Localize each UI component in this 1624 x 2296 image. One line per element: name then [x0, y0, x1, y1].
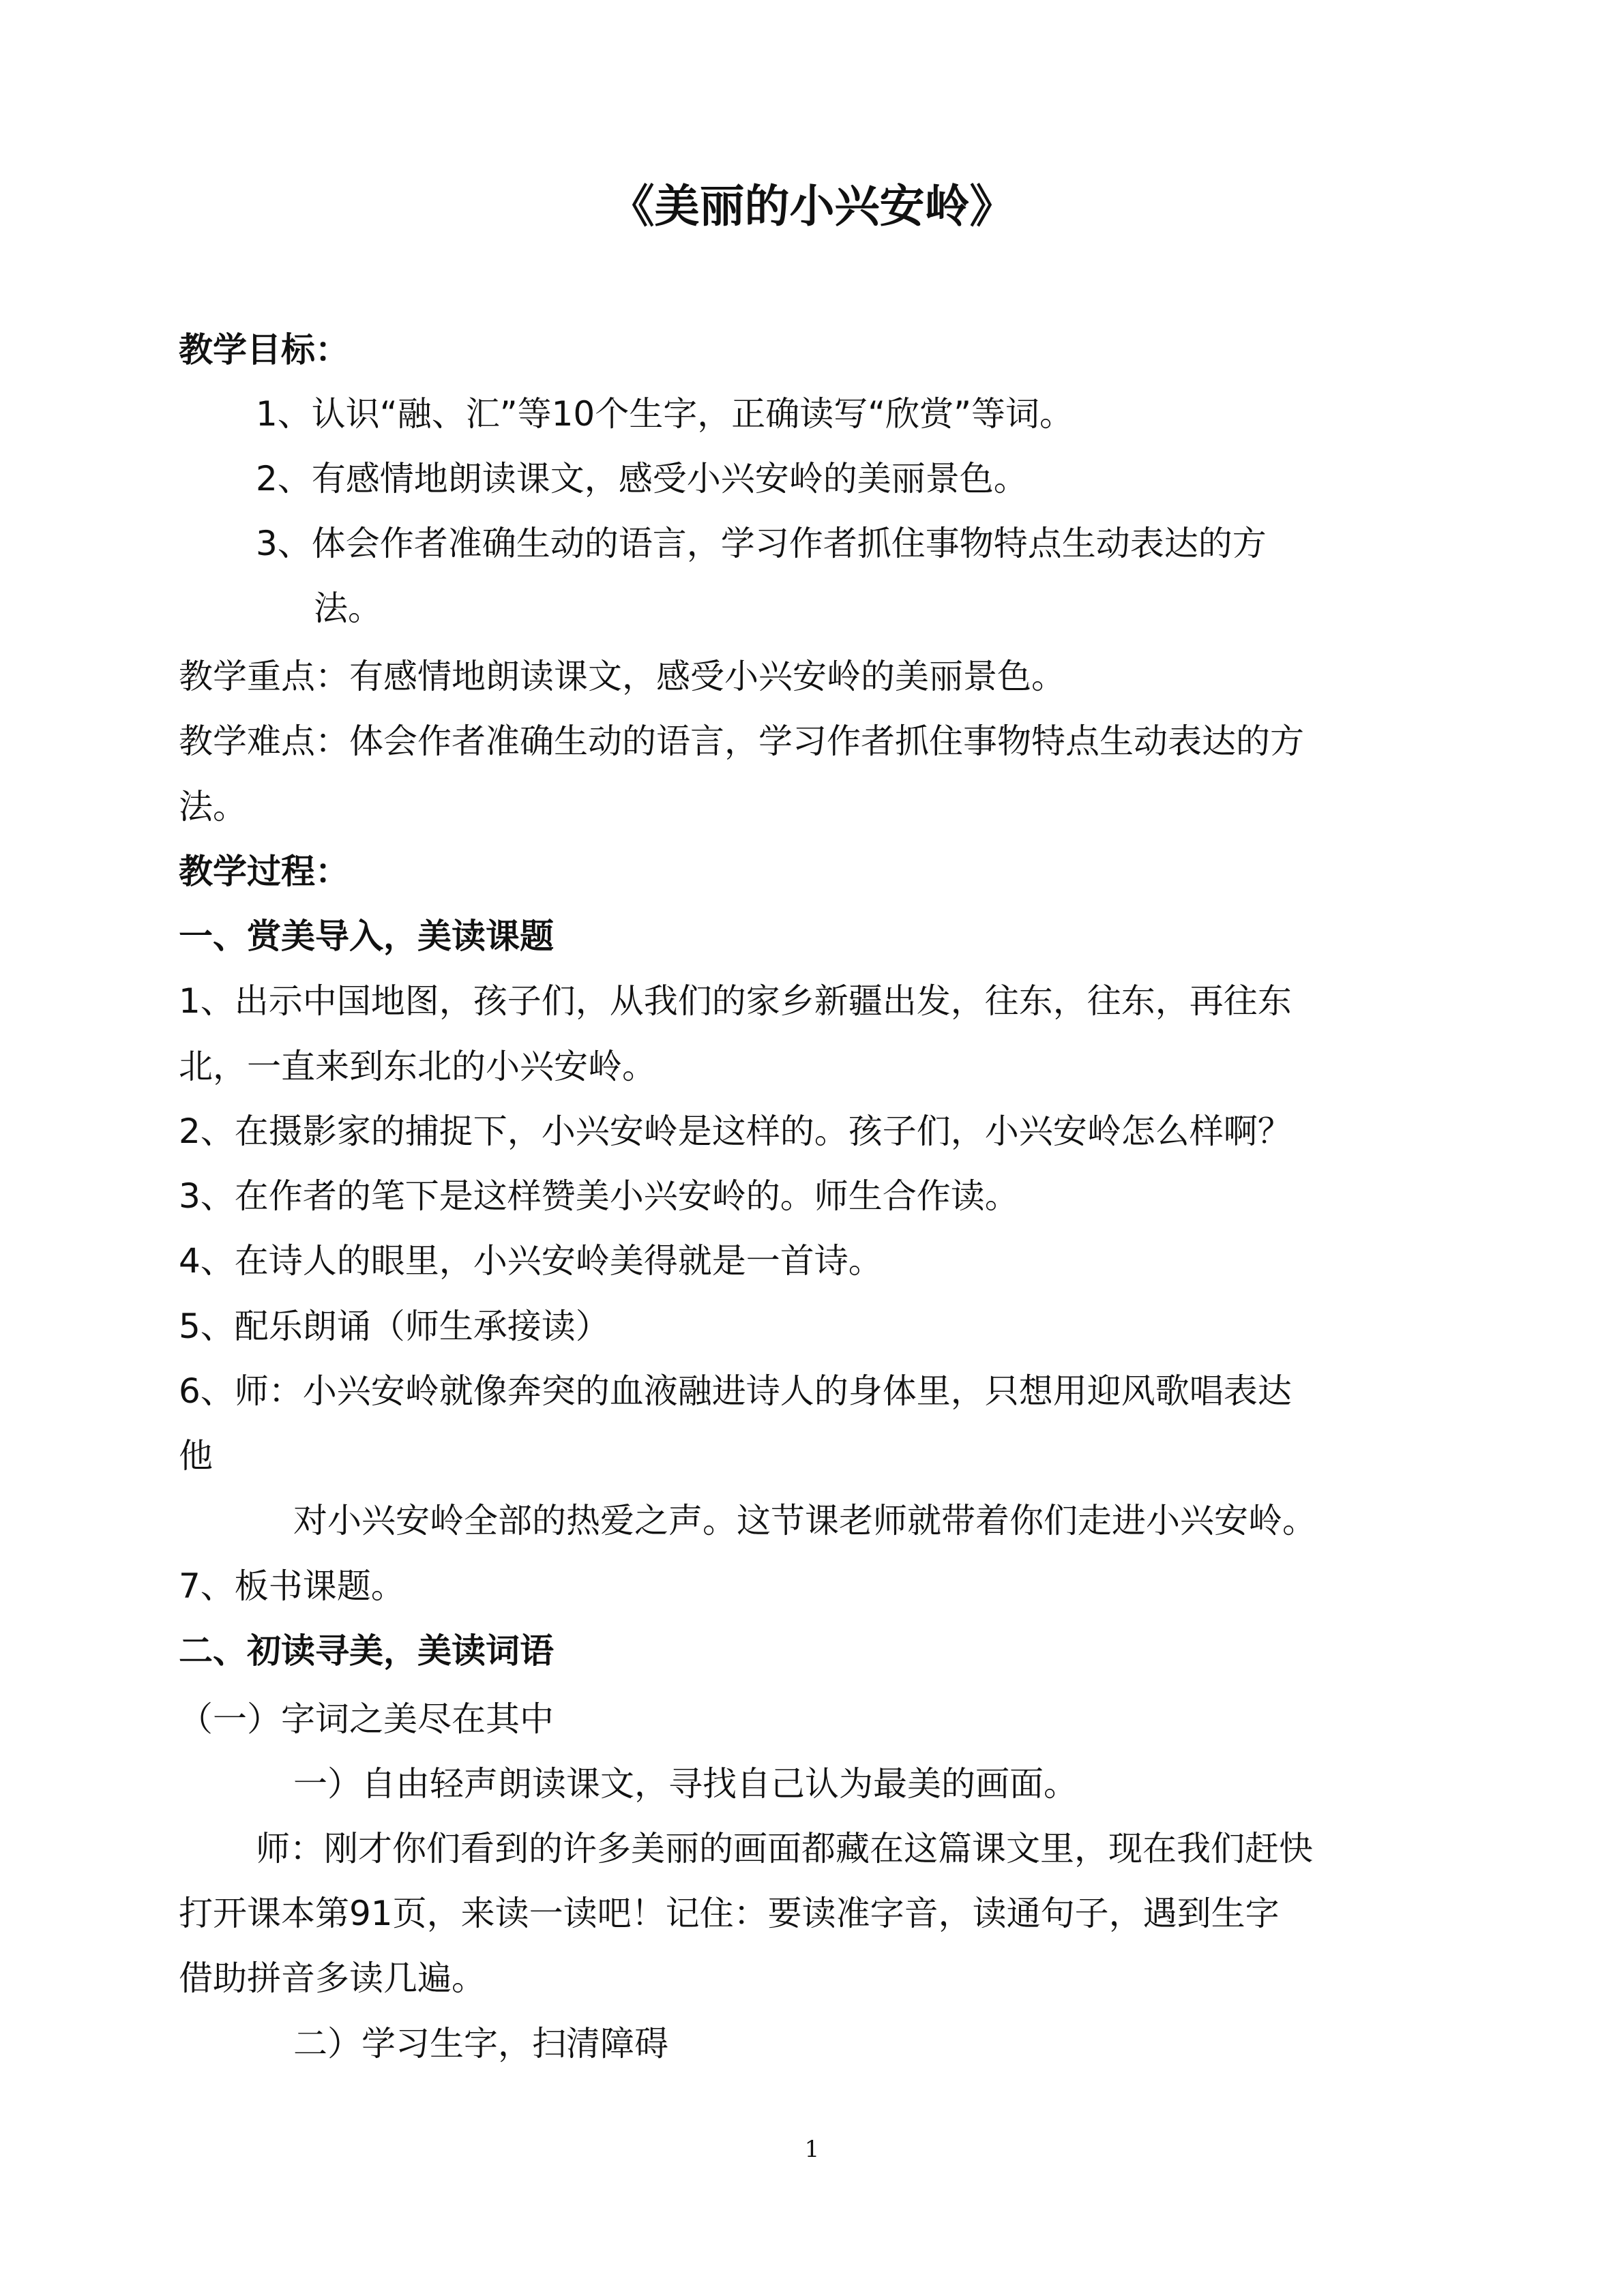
difficulty-line-1: 教学难点：体会作者准确生动的语言，学习作者抓住事物特点生动表达的方	[179, 721, 1304, 761]
key-point: 教学重点：有感情地朗读课文，感受小兴安岭的美丽景色。	[179, 657, 1065, 696]
section1-line: 6、师：小兴安岭就像奔突的血液融进诗人的身体里，只想用迎风歌唱表达	[179, 1371, 1292, 1411]
section2-line: 一）自由轻声朗读课文，寻找自己认为最美的画面。	[293, 1764, 1078, 1804]
section1-line: 4、在诗人的眼里，小兴安岭美得就是一首诗。	[179, 1241, 883, 1281]
section1-line: 北，一直来到东北的小兴安岭。	[179, 1047, 656, 1086]
process-heading: 教学过程：	[179, 852, 349, 891]
goal-item-3: 3、体会作者准确生动的语言，学习作者抓住事物特点生动表达的方	[256, 524, 1267, 563]
section2-line: 二）学习生字，扫清障碍	[293, 2024, 668, 2063]
section2-heading: 二、初读寻美，美读词语	[179, 1631, 554, 1671]
goal-item-3-cont: 法。	[314, 588, 382, 628]
section2-subheading: （一）字词之美尽在其中	[179, 1699, 554, 1739]
section2-line: 师：刚才你们看到的许多美丽的画面都藏在这篇课文里，现在我们赶快	[256, 1829, 1313, 1868]
section1-line: 对小兴安岭全部的热爱之声。这节课老师就带着你们走进小兴安岭。	[293, 1501, 1316, 1540]
section1-line: 5、配乐朗诵（师生承接读）	[179, 1307, 610, 1346]
section1-line: 7、板书课题。	[179, 1566, 405, 1606]
section2-line: 打开课本第91页，来读一读吧！记住：要读准字音，读通句子，遇到生字	[179, 1894, 1280, 1933]
goal-item-1: 1、认识“融、汇”等10个生字，正确读写“欣赏”等词。	[256, 394, 1074, 434]
section1-heading: 一、赏美导入，美读课题	[179, 916, 554, 956]
goal-item-2: 2、有感情地朗读课文，感受小兴安岭的美丽景色。	[256, 459, 1028, 498]
section1-line: 3、在作者的笔下是这样赞美小兴安岭的。师生合作读。	[179, 1176, 1019, 1216]
section1-line: 2、在摄影家的捕捉下，小兴安岭是这样的。孩子们，小兴安岭怎么样啊？	[179, 1112, 1292, 1151]
document-title: 《美丽的小兴安岭》	[609, 180, 1015, 233]
page-number: 1	[804, 2136, 820, 2163]
goals-heading: 教学目标：	[179, 330, 349, 370]
section1-line: 他	[179, 1436, 213, 1476]
section2-line: 借助拼音多读几遍。	[179, 1958, 486, 1998]
difficulty-line-2: 法。	[179, 787, 247, 826]
section1-line: 1、出示中国地图，孩子们，从我们的家乡新疆出发，往东，往东，再往东	[179, 981, 1292, 1021]
